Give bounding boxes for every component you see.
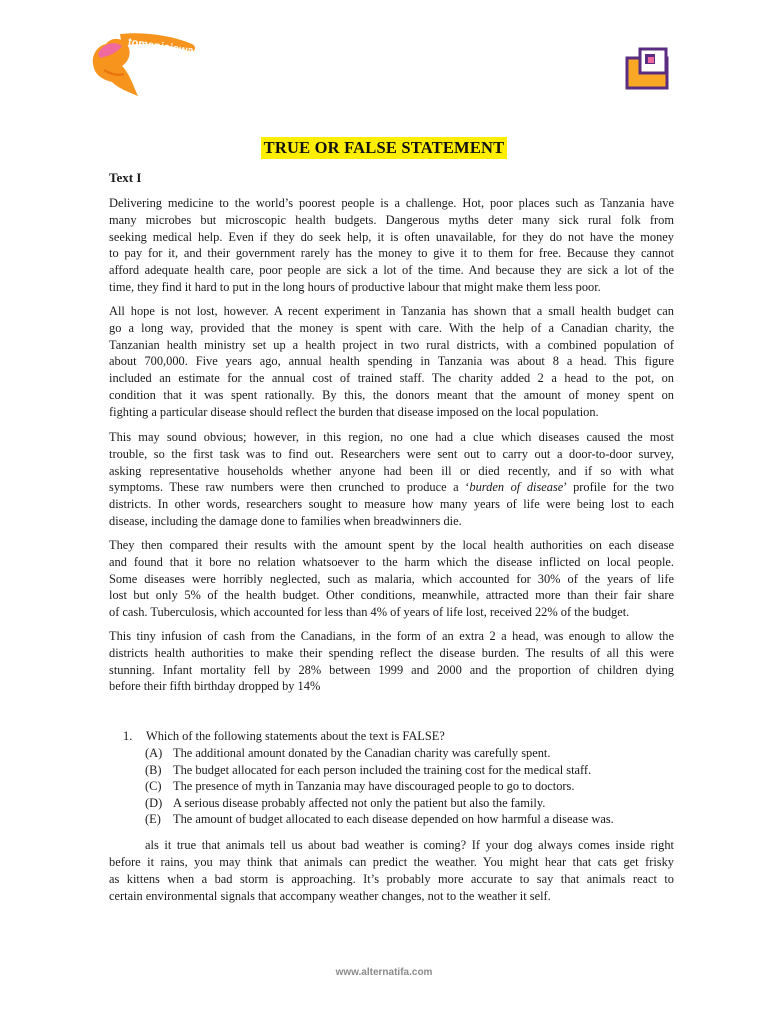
paragraph-line: go a long way, provided that the money is spent with care. With the help of a Canadian charity, the — [109, 320, 674, 335]
option-text: The presence of myth in Tanzania may have discouraged people to go to doctors. — [173, 779, 575, 793]
paragraph-line: Delivering medicine to the world’s poorest people is a challenge. Hot, poor places such as Tanzania have — [109, 196, 674, 210]
paragraph-5 — [109, 628, 674, 695]
footer-url: www.alternatifa.com — [335, 967, 433, 978]
paragraph-line: All hope is not lost, however. A recent experiment in Tanzania has shown that a small health budget can — [109, 304, 674, 318]
paragraph-line: many microbes but microscopic health budgets. Dangerous myths deter many sick rural folk from — [109, 212, 674, 227]
final-paragraph — [109, 837, 674, 905]
option-a — [145, 746, 550, 761]
logo-square-icon — [624, 46, 672, 92]
paragraph-line: They then compared their results with the amount spent by the local health authorities on each disease — [109, 538, 674, 552]
paragraph-line: lost but only 5% of the health budget. Other conditions, meanwhile, attracted more than their fair share — [109, 588, 674, 603]
option-e — [145, 812, 614, 827]
paragraph-line: als it true that animals tell us about bad weather is coming? If your dog always comes inside right — [145, 838, 674, 852]
logo-graphic — [88, 30, 200, 98]
option-text: The budget allocated for each person included the training cost for the medical staff. — [173, 763, 592, 777]
paragraph-line: afford adequate health care, poor people are sick a lot of the time. And because they are sick a lot of the — [109, 263, 674, 278]
paragraph-line: condition that it was spent rationally. By this, the donors meant that the amount of money spent on — [109, 387, 674, 402]
paragraph-line: This may sound obvious; however, in this region, no one had a clue which diseases caused the most — [109, 430, 674, 444]
option-b — [145, 763, 591, 778]
option-letter: (B) — [145, 763, 162, 777]
text-label: Text I — [109, 170, 142, 185]
option-text: The additional amount donated by the Canadian charity was carefully spent. — [173, 746, 551, 760]
corner-square-logo — [624, 46, 672, 92]
paragraph-line: districts. In other words, researchers sought to measure how many years of life were being lost to each — [109, 497, 674, 512]
paragraph-line: fighting a particular disease should reflect the burden that disease imposed on the local population. — [109, 404, 599, 419]
paragraph-line: Tanzanian health ministry set up a health project in two rural districts, with a combined population of — [109, 337, 674, 352]
option-text: A serious disease probably affected not only the patient but also the family. — [173, 796, 546, 810]
option-letter: (E) — [145, 812, 161, 826]
option-letter: (D) — [145, 796, 163, 810]
paragraph-line: to pay for it, and their government rarely has the money to give it to them for free. Because they cannot — [109, 246, 674, 261]
paragraph-line: before their fifth birthday dropped by 14% — [109, 679, 321, 694]
paragraph-1 — [109, 195, 674, 296]
paragraph-line: This tiny infusion of cash from the Canadians, in the form of an extra 2 a head, was enough to allow the — [109, 629, 674, 643]
logo-wordmark: tomanisiswa — [127, 36, 195, 58]
paragraph-line: districts health authorities to make their spending reflect the disease burden. The results of all this were — [109, 645, 674, 660]
option-text: The amount of budget allocated to each disease depended on how harmful a disease was. — [173, 812, 614, 826]
burden-of-disease-term: burden of disease — [469, 480, 564, 495]
paragraph-line: time, they find it hard to put in the long hours of productive labour that might make them less poor. — [109, 279, 601, 294]
option-letter: (A) — [145, 746, 163, 760]
paragraph-line: included an estimate for the annual cost of trained staff. The charity added 2 a head to the pot, on — [109, 371, 674, 386]
paragraph-line: certain environmental signals that accompany weather changes, not to the weather it self. — [109, 889, 551, 903]
option-d — [145, 796, 545, 811]
paragraph-line: disease, including the damage done to families when breadwinners die. — [109, 513, 462, 528]
paragraph-3 — [109, 429, 674, 530]
option-letter: (C) — [145, 779, 162, 793]
paragraph-line: asking representative households whether anyone had been ill or died recently, and if so with what — [109, 463, 674, 478]
question-stem: Which of the following statements about the text is FALSE? — [146, 729, 445, 743]
paragraph-2 — [109, 303, 674, 421]
question-number: 1. — [123, 729, 133, 743]
paragraph-line: Some diseases were horribly neglected, such as malaria, which accounted for 30% of the years of life — [109, 571, 674, 586]
paragraph-line: trouble, so the first task was to find out. Researchers were sent out to carry out a door-to-door survey, — [109, 446, 674, 461]
page-title: TRUE OR FALSE STATEMENT — [261, 137, 508, 159]
paragraph-line: and found that it bore no relation whatsoever to the harm which the disease inflicted on local people. — [109, 554, 674, 569]
paragraph-line: stunning. Infant mortality fell by 28% between 1999 and 2000 and the proportion of children dying — [109, 662, 674, 677]
tomanisiswa-logo — [88, 30, 200, 98]
paragraph-4 — [109, 537, 674, 621]
paragraph-line: as kittens when a bad storm is approaching. It’s probably more accurate to say that animals react to — [109, 872, 674, 886]
paragraph-line: before it rains, you may think that animals can predict the weather. You might hear that cats get frisky — [109, 855, 674, 869]
option-c — [145, 779, 574, 794]
paragraph-line: about 700,000. Five years ago, annual health spending in Tanzania was about 8 a head. This figure — [109, 354, 674, 369]
paragraph-line: symptoms. These raw numbers were then crunched to produce a ‘burden of disease’ profile for the two — [109, 480, 674, 495]
paragraph-line: seeking medical help. Even if they do seek help, it is often unavailable, for they do not have the money — [109, 229, 674, 244]
paragraph-line: of cash. Tuberculosis, which accounted for less than 4% of years of life lost, received 22% of the budget. — [109, 605, 630, 620]
